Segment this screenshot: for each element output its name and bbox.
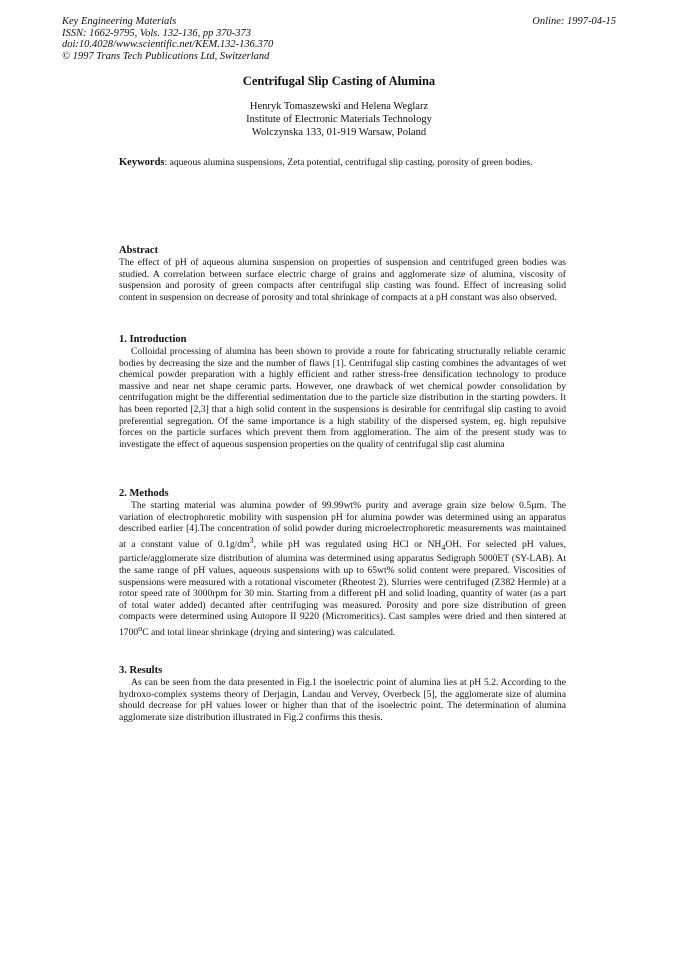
issn-line: ISSN: 1662-9795, Vols. 132-136, pp 370-373 (62, 27, 251, 39)
journal-name: Key Engineering Materials (62, 16, 177, 27)
keywords-section (119, 157, 566, 169)
results-section (119, 664, 566, 723)
methods-text-b: , while pH was regulated using HCl or NH (253, 538, 442, 550)
methods-section (119, 487, 566, 639)
authors: Henryk Tomaszewski and Helena Weglarz (249, 101, 429, 112)
journal-header (62, 16, 273, 62)
abstract-text: The effect of pH of aqueous alumina suspension on properties of suspension and centrifuged green bodies was studied. A correlation between surface electric charge of grains and agglomerate size of alumina, viscosity of suspension and porosity of green compacts after centrifugal slip casting was found. Effect of increasing solid content in suspension on decrease of porosity and total shrinkage of compacts at a pH constant was also observed. (119, 257, 566, 303)
methods-text-a: The starting material was alumina powder of 99.99wt% purity and average grain size below 0.5µm. The variation of electrophoretic mobility with suspension pH for alumina powder was determined using an apparatus described earlier [4].The concentration of solid powder during microelectrophoretic measurements was maintained at a constant value of 0.1g/dm (119, 500, 566, 550)
methods-heading: 2. Methods (119, 488, 169, 499)
author-block (0, 100, 678, 139)
doi-line[interactable]: doi:10.4028/www.scientific.net/KEM.132-136.370 (62, 39, 274, 50)
address: Wolczynska 133, 01-919 Warsaw, Poland (251, 127, 427, 138)
introduction-heading: 1. Introduction (119, 334, 187, 345)
superscript-3: 3 (249, 535, 254, 545)
results-text: As can be seen from the data presented in Fig.1 the isoelectric point of alumina lies at pH 5.2. According to the hydroxo-complex systems theory of Derjagin, Landau and Vervey, Overbeck [5], the agglomerate size of alumina should decrease for pH values lower or higher than that of the isoelectric point. The determination of alumina agglomerate size distribution illustrated in Fig.2 confirms this thesis. (119, 677, 566, 723)
keywords-label: Keywords (119, 157, 165, 168)
copyright-line: © 1997 Trans Tech Publications Ltd, Switzerland (62, 50, 270, 62)
subscript-4: 4 (441, 542, 446, 552)
keywords-text: : aqueous alumina suspensions, Zeta potential, centrifugal slip casting, porosity of green bodies. (164, 157, 533, 168)
institution: Institute of Electronic Materials Technology (246, 114, 432, 125)
methods-text (119, 500, 566, 639)
paper-title: Centrifugal Slip Casting of Alumina (242, 74, 436, 88)
online-date: Online: 1997-04-15 (532, 16, 616, 27)
methods-text-d: C and total linear shrinkage (drying and sintering) was calculated. (142, 627, 396, 639)
results-heading: 3. Results (119, 665, 163, 676)
methods-text-c: OH. For selected pH values, particle/agglomerate size distribution of alumina was determined using apparatus Sedigraph 5000ET (SY-LAB). At the same range of pH values, aqueous suspensions with up to 65wt% solid content were prepared. Viscosities of suspensions were measured with a rotational viscometer (Rheotest 2). Slurries were centrifuged (Z382 Hermle) at a rotor speed rate of 3000rpm for 30 min. Starting from a different pH and solid loading, quantity of water (as a part of total water added) decanted after centrifuging was measured. Porosity and pore size distribution of green compacts were determined using Autopore II 9220 (Micromeritics). Cast samples were dried and then sintered at 1700 (119, 538, 566, 639)
abstract-heading: Abstract (119, 245, 159, 256)
introduction-section (119, 333, 566, 450)
degree-superscript: o (138, 624, 143, 634)
abstract-section (119, 244, 566, 303)
introduction-text: Colloidal processing of alumina has been shown to provide a route for fabricating structurally reliable ceramic bodies by decreasing the size and the number of flaws [1]. Centrifugal slip casting combines the advantages of wet chemical powder preparation with a highly efficient and rather stress-free densification technology to produce massive and near net shape ceramic parts. However, one drawback of wet chemical powder consolidation by centrifugation might be the differential sedimentation due to the particle size distribution in the starting powders. It has been reported [2,3] that a high solid content in the suspensions is desirable for centrifugal slip casting to avoid preferential segregation. Of the same importance is a high stability of the dispersed system, eg. high repulsive forces on the particle surfaces which prevent them from agglomeration. The aim of the present study was to investigate the effect of aqueous suspension properties on the quality of centrifugal slip cast alumina (119, 346, 566, 450)
